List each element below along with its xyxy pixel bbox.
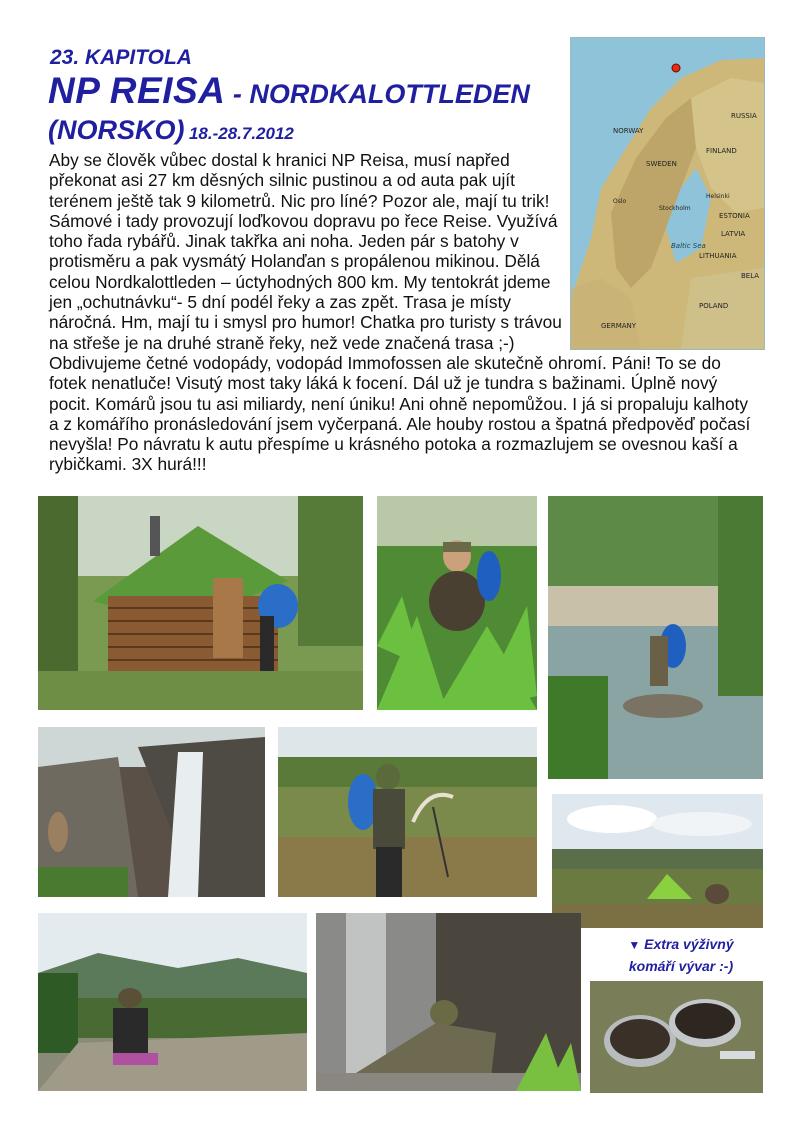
article-body: Aby se člověk vůbec dostal k hranici NP Reisa, musí napřed překonat asi 27 km děsných silnic pustinou a od auta pak ujít terénem ještě tak 9 kilometrů. Nic pro líné? Pozor ale, mají tu trik! Sámové i tady provozují loďkovou dopravu po řece Reise. Využívá toho řada rybářů. Jinak takřka ani noha. Jeden pár s batohy v protisměru a pak vysmátý Holanďan s propálenou mikinou. Dělá celou Nordkalottleden – úctyhodných 800 km. My tentokrát jdeme jen „ochutnávku“- 5 dní podél řeky a zas zpět. Trasa je místy náročná. Hm, mají tu i smysl pro humor! Chatka pro turisty s trávou na střeše je na druhé straně řeky, než vede značená trasa ;-) Obdivujeme četné vodopády, vodopád Immofossen ale skutečně ohromí. Páni! To se do fotek nenatluče! Visutý most taky láká k focení. Dál už je tundra s bažinami. Úplně nový pocit. Komárů jsou tu asi miliardy, není úniku! Ani ohně nepomůžou. I já si propaluju kalhoty a z komářího pronásledování jsem vyčerpaná. Ale houby rostou a špatná předpověď počasí nevyšla! Po návratu k autu přespíme u krásného potoka a rozmazlujem se ovesnou kaší a rybičkami. 3X hurá!!! [49, 150, 751, 475]
photo-log-cabin [38, 496, 363, 710]
caption-line-1-text: Extra výživný [640, 936, 734, 952]
photo-man-in-ferns [377, 496, 537, 710]
map-label-bela: BELA [741, 272, 760, 280]
down-triangle-icon: ▼ [628, 938, 641, 952]
map-label-estonia: ESTONIA [719, 212, 750, 220]
map-label-germany: GERMANY [601, 322, 637, 330]
title-line-2 [48, 115, 294, 146]
page-title [48, 70, 530, 112]
map-label-baltic-sea: Baltic Sea [671, 242, 706, 250]
map-label-helsinki: Helsinki [706, 193, 730, 200]
title-main: NP REISA [48, 70, 226, 111]
chapter-number: 23. KAPITOLA [50, 46, 192, 69]
map-label-russia: RUSSIA [731, 112, 757, 120]
map-graphic [571, 38, 764, 349]
title-sub: - NORDKALOTTLEDEN [225, 79, 530, 109]
title-dates: 18.-28.7.2012 [188, 124, 294, 143]
photo-hiker-at-rock [316, 913, 581, 1091]
photo-cooking-pots [590, 981, 763, 1093]
map-label-sweden: SWEDEN [646, 160, 677, 168]
map-label-stockholm: Stockholm [659, 205, 691, 212]
map-label-finland: FINLAND [706, 147, 737, 155]
photo-tent-tundra [552, 794, 763, 928]
caption-line-2: komáří vývar :-) [628, 958, 734, 974]
map-label-norway: NORWAY [613, 127, 644, 135]
photo-hiker-at-river [548, 496, 763, 779]
map-label-oslo: Oslo [613, 198, 627, 205]
map-label-poland: POLAND [699, 302, 729, 310]
photo-valley-view [38, 913, 307, 1091]
photo-hiker-with-antler [278, 727, 537, 897]
photo-caption [596, 934, 766, 977]
map-label-lithuania: LITHUANIA [699, 252, 737, 260]
map-label-latvia: LATVIA [721, 230, 746, 238]
scandinavia-map [570, 37, 765, 350]
caption-line-1 [596, 934, 766, 956]
photo-waterfall-canyon [38, 727, 265, 897]
title-country: (NORSKO) [48, 115, 185, 145]
